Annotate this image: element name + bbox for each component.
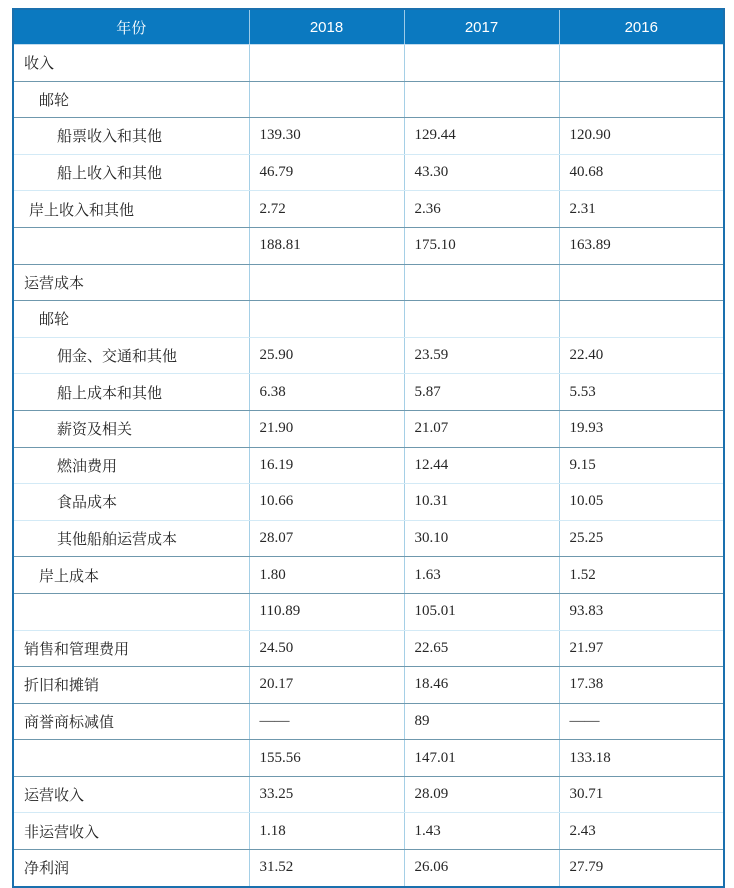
cell-2017: 175.10: [404, 227, 559, 264]
cell-2018: 16.19: [249, 447, 404, 484]
cell-2016: 27.79: [559, 850, 724, 887]
cell-2016: ——: [559, 703, 724, 740]
table-header: [13, 9, 724, 45]
header-2016: 2016: [559, 9, 724, 45]
table-row: [13, 703, 724, 740]
row-label: 船票收入和其他: [13, 118, 249, 155]
table-row: [13, 776, 724, 813]
cell-2017: 18.46: [404, 667, 559, 704]
cell-2018: 155.56: [249, 740, 404, 777]
cell-2016: 25.25: [559, 520, 724, 557]
cell-2018: 6.38: [249, 374, 404, 411]
row-label: 食品成本: [13, 484, 249, 521]
header-row: [13, 9, 724, 45]
row-label: 岸上收入和其他: [13, 191, 249, 228]
financial-table: [12, 8, 725, 888]
table-row: [13, 447, 724, 484]
cell-2016: 93.83: [559, 593, 724, 630]
cell-2017: 26.06: [404, 850, 559, 887]
table-row: [13, 850, 724, 887]
row-label: 邮轮: [13, 81, 249, 118]
cell-2018: 20.17: [249, 667, 404, 704]
financial-table-container: [12, 8, 725, 888]
cell-2017: 10.31: [404, 484, 559, 521]
cell-2017: 129.44: [404, 118, 559, 155]
cell-2017: 105.01: [404, 593, 559, 630]
cell-2016: 10.05: [559, 484, 724, 521]
row-label: 运营成本: [13, 264, 249, 301]
table-row: [13, 301, 724, 338]
table-row: [13, 227, 724, 264]
cell-2016: [559, 264, 724, 301]
cell-2016: 1.52: [559, 557, 724, 594]
cell-2016: 40.68: [559, 154, 724, 191]
table-row: [13, 337, 724, 374]
cell-2017: 89: [404, 703, 559, 740]
row-label: 折旧和摊销: [13, 667, 249, 704]
cell-2016: 2.43: [559, 813, 724, 850]
row-label: [13, 740, 249, 777]
cell-2017: 28.09: [404, 776, 559, 813]
cell-2017: 12.44: [404, 447, 559, 484]
cell-2016: [559, 81, 724, 118]
cell-2017: 30.10: [404, 520, 559, 557]
table-body: [13, 45, 724, 887]
cell-2018: 28.07: [249, 520, 404, 557]
cell-2016: [559, 301, 724, 338]
cell-2016: 163.89: [559, 227, 724, 264]
cell-2018: 21.90: [249, 410, 404, 447]
row-label: 运营收入: [13, 776, 249, 813]
cell-2018: 2.72: [249, 191, 404, 228]
cell-2018: 188.81: [249, 227, 404, 264]
row-label: 燃油费用: [13, 447, 249, 484]
cell-2018: 31.52: [249, 850, 404, 887]
cell-2018: ——: [249, 703, 404, 740]
table-row: [13, 593, 724, 630]
table-row: [13, 484, 724, 521]
cell-2018: 1.18: [249, 813, 404, 850]
table-row: [13, 118, 724, 155]
cell-2016: 120.90: [559, 118, 724, 155]
row-label: [13, 227, 249, 264]
row-label: 非运营收入: [13, 813, 249, 850]
cell-2016: 2.31: [559, 191, 724, 228]
header-2018: 2018: [249, 9, 404, 45]
table-row: [13, 630, 724, 667]
cell-2017: 43.30: [404, 154, 559, 191]
row-label: 收入: [13, 45, 249, 82]
cell-2018: 46.79: [249, 154, 404, 191]
cell-2016: 21.97: [559, 630, 724, 667]
header-2017: 2017: [404, 9, 559, 45]
cell-2018: [249, 45, 404, 82]
cell-2017: [404, 301, 559, 338]
cell-2018: 110.89: [249, 593, 404, 630]
cell-2017: 5.87: [404, 374, 559, 411]
cell-2017: [404, 264, 559, 301]
table-row: [13, 740, 724, 777]
cell-2017: 147.01: [404, 740, 559, 777]
table-row: [13, 520, 724, 557]
header-year-label: 年份: [13, 9, 249, 45]
row-label: 销售和管理费用: [13, 630, 249, 667]
cell-2018: [249, 301, 404, 338]
cell-2018: [249, 264, 404, 301]
row-label: 薪资及相关: [13, 410, 249, 447]
row-label: 船上成本和其他: [13, 374, 249, 411]
table-row: [13, 191, 724, 228]
cell-2017: 22.65: [404, 630, 559, 667]
table-row: [13, 374, 724, 411]
cell-2018: 24.50: [249, 630, 404, 667]
table-row: [13, 410, 724, 447]
cell-2018: 139.30: [249, 118, 404, 155]
cell-2016: [559, 45, 724, 82]
cell-2016: 9.15: [559, 447, 724, 484]
row-label: 佣金、交通和其他: [13, 337, 249, 374]
table-row: [13, 264, 724, 301]
table-row: [13, 557, 724, 594]
row-label: 净利润: [13, 850, 249, 887]
cell-2016: 19.93: [559, 410, 724, 447]
cell-2017: 21.07: [404, 410, 559, 447]
row-label: 邮轮: [13, 301, 249, 338]
cell-2017: [404, 81, 559, 118]
row-label: 船上收入和其他: [13, 154, 249, 191]
cell-2016: 22.40: [559, 337, 724, 374]
row-label: [13, 593, 249, 630]
cell-2016: 30.71: [559, 776, 724, 813]
cell-2018: 33.25: [249, 776, 404, 813]
cell-2018: [249, 81, 404, 118]
cell-2017: [404, 45, 559, 82]
row-label: 商誉商标减值: [13, 703, 249, 740]
table-row: [13, 81, 724, 118]
cell-2016: 5.53: [559, 374, 724, 411]
cell-2016: 17.38: [559, 667, 724, 704]
row-label: 岸上成本: [13, 557, 249, 594]
table-row: [13, 45, 724, 82]
table-row: [13, 813, 724, 850]
cell-2017: 2.36: [404, 191, 559, 228]
cell-2017: 1.43: [404, 813, 559, 850]
cell-2018: 10.66: [249, 484, 404, 521]
cell-2016: 133.18: [559, 740, 724, 777]
table-row: [13, 667, 724, 704]
cell-2017: 23.59: [404, 337, 559, 374]
cell-2018: 1.80: [249, 557, 404, 594]
table-row: [13, 154, 724, 191]
cell-2017: 1.63: [404, 557, 559, 594]
row-label: 其他船舶运营成本: [13, 520, 249, 557]
cell-2018: 25.90: [249, 337, 404, 374]
